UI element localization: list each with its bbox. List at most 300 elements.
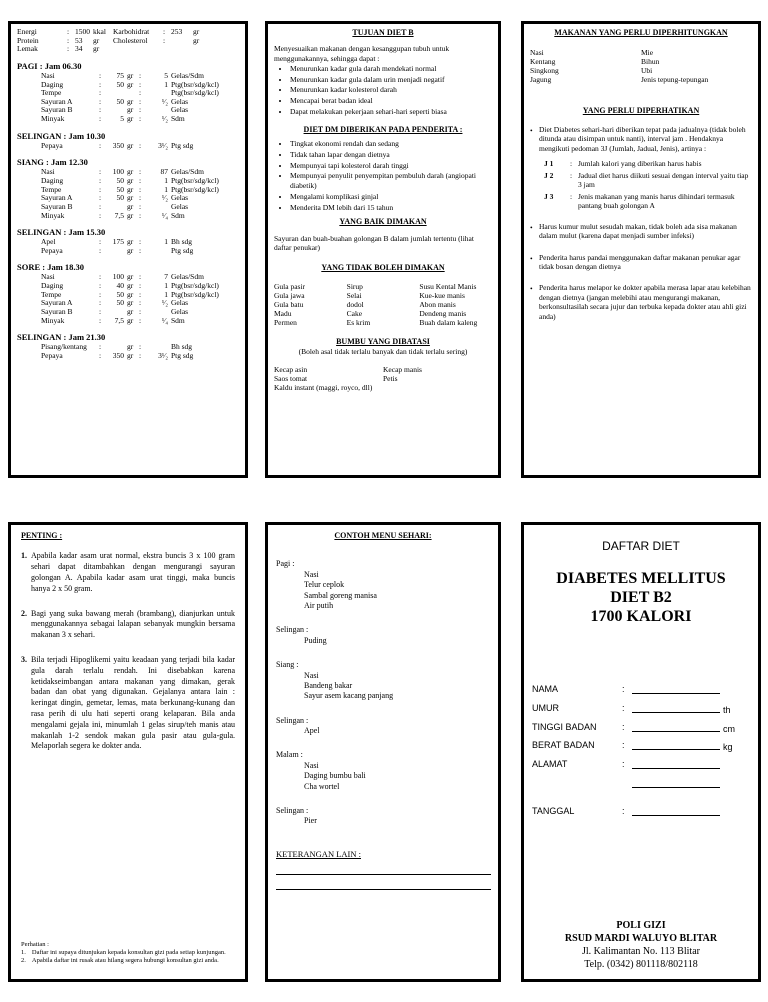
- menu-item: Daging bumbu bali: [304, 771, 366, 781]
- meal-cell: 1: [164, 237, 168, 247]
- meal-cell: 1: [164, 289, 168, 299]
- form-row-date: TANGGAL :: [532, 806, 750, 818]
- meal-cell: 50: [116, 193, 124, 203]
- meal-cell: :: [99, 298, 102, 308]
- summary-cell: :: [67, 44, 70, 54]
- swap-item: Singkong: [530, 66, 559, 76]
- form-row: [532, 703, 750, 717]
- meal-cell: ¹⁄₂: [161, 193, 168, 203]
- meal-cell: 7,5: [114, 315, 124, 325]
- meal-cell: :: [139, 70, 142, 80]
- meal-cell: Ptg(bsr/sdg/kcl): [171, 281, 219, 291]
- meal-schedule: [17, 61, 239, 361]
- food-item: Gula batu: [274, 299, 304, 309]
- summary-cell: gr: [193, 27, 200, 36]
- list-item: • Menurunkan kadar gula darah mendekati normal: [290, 64, 492, 74]
- meal-cell: 40: [116, 281, 124, 291]
- menu-label: Siang :: [276, 660, 299, 670]
- form-row-extra: [532, 778, 750, 788]
- indent: [17, 352, 41, 361]
- meal-cell: :: [99, 79, 102, 89]
- meal-cell: Gelas: [171, 105, 189, 115]
- meal-cell: Ptg(bsr/sdg/kcl): [171, 176, 219, 186]
- meal-cell: :: [139, 245, 142, 255]
- important-item: 3. Bila terjadi Hipoglikemi yaitu keadaan yang terjadi bila kadar gula darah terlalu rendah. Ini disebabkan karena ketidakseimbangan antara makanan yang dimakan, gerak badan dan obat yang digunakan. Gejalanya antara lain : keringat dingin, gemetar, lemas, mata berkunang-kunang dan rasa perih di ulu hati seperti orang kelaparan. Bila anda mengalami gejala ini, minumlah 1 gelas sirup/teh manis atau makanlah 1-2 sendok makan gula pasir atau gula-gula. Melaporlah segera ke dokter anda.: [21, 654, 235, 751]
- meal-plan-panel: [8, 21, 248, 478]
- meal-cell: :: [99, 210, 102, 220]
- summary-cell: gr: [93, 44, 100, 54]
- indent: [17, 343, 41, 352]
- meal-cell: :: [139, 79, 142, 89]
- summary-cell: Energi: [17, 27, 37, 36]
- meal-cell: Pepaya: [41, 140, 63, 150]
- meal-cell: 87: [160, 167, 168, 177]
- menu-section: [276, 625, 490, 646]
- good-text: Sayuran dan buah-buahan golongan B dalam jumlah tertentu (lihat daftar penukar): [274, 233, 474, 253]
- menu-section: [276, 750, 490, 792]
- meal-cell: Sdm: [171, 114, 185, 124]
- indent: [17, 142, 41, 151]
- list-item: • Menurunkan kadar gula dalam urin menjadi negatif: [290, 75, 492, 85]
- meal-cell: Gelas/Sdm: [171, 272, 204, 282]
- meal-cell: Sayuran B: [41, 201, 73, 211]
- 3j-cell: :: [570, 191, 573, 201]
- 3j-row: [544, 159, 752, 168]
- meal-cell: Minyak: [41, 114, 65, 124]
- meal-cell: gr: [127, 298, 134, 308]
- important-item: 2. Bagi yang suka bawang merah (brambang), dianjurkan untuk menggunakannya sebagai lalapan sebanyak mungkin bersama makanan 3 x sehari.: [21, 608, 235, 640]
- org-unit: POLI GIZI: [616, 920, 666, 931]
- colon: :: [622, 758, 625, 769]
- food-item: Dendeng manis: [419, 308, 467, 318]
- colon: :: [622, 721, 625, 732]
- indent: [17, 115, 41, 124]
- list-item: • Mengalami komplikasi ginjal: [290, 192, 492, 202]
- summary-cell: [193, 45, 203, 54]
- food-item: dodol: [346, 299, 364, 309]
- form-row: [532, 740, 750, 754]
- meal-cell: :: [139, 88, 142, 98]
- list-item: • Tingkat ekonomi rendah dan sedang: [290, 139, 492, 149]
- swap-item: Mie: [641, 48, 654, 58]
- meal-cell: gr: [127, 96, 134, 106]
- list-item: • Menurunkan kadar kolesterol darah: [290, 85, 492, 95]
- menu-item: Nasi: [304, 670, 319, 680]
- indent: [17, 282, 41, 291]
- meal-cell: :: [99, 193, 102, 203]
- summary-cell: [171, 37, 193, 46]
- diet-goals-panel: [265, 21, 501, 478]
- indent: [17, 273, 41, 282]
- meal-cell: gr: [127, 306, 134, 316]
- meal-cell: :: [139, 140, 142, 150]
- meal-cell: ¹⁄₄: [161, 210, 168, 220]
- spice-item: Kecap asin: [274, 364, 308, 374]
- meal-cell: Nasi: [41, 272, 55, 282]
- meal-title: SELINGAN : Jam 21.30: [17, 332, 106, 343]
- meal-cell: Tempe: [41, 184, 62, 194]
- meal-cell: Gelas: [171, 201, 189, 211]
- meal-cell: Bh sdg: [171, 237, 193, 247]
- meal-cell: :: [139, 184, 142, 194]
- meal-cell: :: [99, 184, 102, 194]
- indent: [17, 186, 41, 195]
- form-input[interactable]: [632, 703, 720, 713]
- meal-cell: Gelas/Sdm: [171, 70, 204, 80]
- nutrition-summary: [17, 28, 239, 54]
- form-row: [532, 684, 750, 698]
- menu-label: Pagi :: [276, 559, 295, 569]
- meal-cell: :: [139, 114, 142, 124]
- patient-form: [532, 684, 750, 787]
- meal-cell: gr: [127, 105, 134, 115]
- summary-cell: 1500: [75, 27, 90, 36]
- important-title: PENTING :: [21, 531, 63, 540]
- swap-title: MAKANAN YANG PERLU DIPERHITUNGKAN: [554, 28, 728, 37]
- meal-cell: :: [139, 289, 142, 299]
- meal-title: SELINGAN : Jam 15.30: [17, 227, 106, 238]
- list-item: • Mencapai berat badan ideal: [290, 96, 492, 106]
- list-item: • Mempunyai penyulit penyempitan pembuluh darah (angiopati diabetik): [290, 171, 492, 191]
- food-item: Selai: [346, 290, 362, 300]
- meal-cell: :: [99, 176, 102, 186]
- colon: :: [622, 702, 625, 713]
- colon: :: [622, 740, 625, 751]
- meal-cell: Sayuran B: [41, 105, 73, 115]
- meal-cell: Gelas: [171, 193, 189, 203]
- attention-item: • Penderita harus melapor ke dokter apabila merasa lapar atau kelebihan dengan dietnya (jangan melebihi atau mengurangi makanan, berkonsultasilah secara jujur dan terbuka kepada dokter atau ahli gizi anda): [530, 283, 751, 321]
- meal-block: [17, 262, 239, 325]
- date-input[interactable]: [632, 806, 720, 816]
- meal-cell: Sdm: [171, 210, 185, 220]
- meal-cell: 350: [112, 140, 124, 150]
- meal-cell: :: [139, 272, 142, 282]
- meal-title: PAGI : Jam 06.30: [17, 60, 82, 71]
- colon: :: [622, 684, 625, 695]
- meal-item: [17, 142, 239, 151]
- 3j-cell: :: [570, 158, 573, 168]
- form-label: UMUR: [532, 702, 559, 713]
- goals-title: TUJUAN DIET B: [352, 28, 414, 37]
- summary-cell: gr: [93, 35, 100, 45]
- meal-cell: :: [99, 237, 102, 247]
- meal-cell: gr: [127, 245, 134, 255]
- meal-title: SORE : Jam 18.30: [17, 262, 85, 273]
- swap-item: Kentang: [530, 57, 556, 67]
- 3j-row: [544, 171, 752, 189]
- meal-cell: Ptg(bsr/sdg/kcl): [171, 184, 219, 194]
- meal-cell: gr: [127, 350, 134, 360]
- meal-cell: Pisang/kentang: [41, 342, 87, 352]
- meal-cell: :: [99, 289, 102, 299]
- swap-table: [530, 48, 752, 84]
- meal-cell: :: [139, 193, 142, 203]
- meal-cell: 50: [116, 176, 124, 186]
- meal-cell: :: [139, 350, 142, 360]
- meal-cell: 50: [116, 289, 124, 299]
- food-item: Kue-kue manis: [419, 290, 465, 300]
- org-name: RSUD MARDI WALUYO BLITAR: [564, 933, 718, 944]
- form-input[interactable]: [632, 722, 720, 732]
- indent: [17, 299, 41, 308]
- list-item: • Mempunyai tapi kolesterol darah tinggi: [290, 161, 492, 171]
- menu-list: [276, 559, 490, 826]
- meal-cell: gr: [127, 140, 134, 150]
- meal-cell: gr: [127, 70, 134, 80]
- meal-item: [17, 352, 239, 361]
- meal-cell: :: [139, 281, 142, 291]
- note-line: [276, 889, 491, 890]
- meal-item: [17, 212, 239, 221]
- menu-item: Sambal goreng manisa: [304, 590, 377, 600]
- summary-cell: 53: [75, 35, 83, 45]
- meal-cell: :: [99, 96, 102, 106]
- meal-cell: Tempe: [41, 289, 62, 299]
- note-list: [21, 949, 235, 965]
- summary-cell: Protein: [17, 35, 39, 45]
- spice-item: Petis: [383, 373, 398, 383]
- meal-cell: gr: [127, 272, 134, 282]
- indent: [17, 98, 41, 107]
- menu-item: Sayur asem kacang panjang: [304, 691, 394, 701]
- form-label: ALAMAT: [532, 758, 568, 769]
- meal-cell: :: [99, 201, 102, 211]
- meal-cell: :: [139, 342, 142, 352]
- swap-item: Ubi: [641, 66, 653, 76]
- food-item: Madu: [274, 308, 292, 318]
- meal-cell: Sayuran A: [41, 96, 73, 106]
- meal-cell: Sayuran A: [41, 298, 73, 308]
- notes-label: KETERANGAN LAIN :: [276, 848, 361, 859]
- cover-panel: [521, 522, 761, 982]
- meal-cell: Pepaya: [41, 350, 63, 360]
- meal-cell: 3¹⁄₂: [158, 350, 168, 360]
- note-text: Daftar ini supaya ditunjukan kepada konsultan gizi pada setiap kunjungan.: [31, 948, 226, 956]
- meal-cell: Gelas: [171, 96, 189, 106]
- meal-cell: 1: [164, 281, 168, 291]
- meal-cell: Ptg sdg: [171, 140, 194, 150]
- meal-cell: :: [99, 350, 102, 360]
- menu-section: [276, 806, 490, 827]
- form-unit: th: [723, 704, 731, 715]
- cover-title-2: DIET B2: [610, 588, 672, 606]
- meal-cell: :: [139, 315, 142, 325]
- meal-cell: 1: [164, 79, 168, 89]
- swap-item: Jagung: [530, 75, 552, 85]
- cover-title-3: 1700 KALORI: [590, 607, 692, 625]
- menu-item: Puding: [304, 635, 327, 645]
- note-item: [21, 949, 235, 957]
- meal-cell: gr: [127, 193, 134, 203]
- menu-panel: [265, 522, 501, 982]
- meal-cell: Ptg(bsr/sdg/kcl): [171, 79, 219, 89]
- menu-section: [276, 559, 490, 611]
- indent: [17, 247, 41, 256]
- indent: [17, 177, 41, 186]
- notallowed-title: YANG TIDAK BOLEH DIMAKAN: [321, 263, 445, 273]
- indent: [17, 72, 41, 81]
- meal-cell: 350: [112, 350, 124, 360]
- form-input-wrap: [632, 684, 750, 698]
- food-item: Cake: [346, 308, 363, 318]
- indent: [17, 168, 41, 177]
- list-item: • Menderita DM lebih dari 15 tahun: [290, 203, 492, 213]
- 3j-list: [544, 159, 752, 210]
- meal-cell: Minyak: [41, 210, 65, 220]
- meal-cell: ¹⁄₂: [161, 114, 168, 124]
- meal-cell: Gelas/Sdm: [171, 167, 204, 177]
- summary-cell: Cholesterol: [113, 35, 148, 45]
- meal-cell: :: [99, 342, 102, 352]
- spices-table: [274, 365, 492, 392]
- meal-cell: :: [139, 298, 142, 308]
- menu-item: Nasi: [304, 569, 319, 579]
- meal-cell: 50: [116, 298, 124, 308]
- meal-cell: 1: [164, 176, 168, 186]
- meal-cell: gr: [127, 167, 134, 177]
- meal-cell: :: [99, 281, 102, 291]
- meal-cell: Gelas: [171, 306, 189, 316]
- menu-label: Malam :: [276, 750, 303, 760]
- attention-title: YANG PERLU DIPERHATIKAN: [582, 106, 700, 116]
- meal-cell: gr: [127, 342, 134, 352]
- meal-cell: 100: [112, 272, 124, 282]
- food-item: Sirup: [346, 281, 363, 291]
- menu-item: Cha wortel: [304, 781, 340, 791]
- meal-cell: :: [99, 167, 102, 177]
- indent: [17, 106, 41, 115]
- meal-cell: Gelas: [171, 298, 189, 308]
- meal-cell: 5: [164, 70, 168, 80]
- spice-item: Kecap manis: [383, 364, 422, 374]
- meal-cell: :: [99, 70, 102, 80]
- indent: [17, 317, 41, 326]
- summary-cell: :: [163, 27, 166, 36]
- 3j-cell: J 3: [544, 191, 554, 201]
- meal-cell: :: [99, 315, 102, 325]
- meal-cell: :: [99, 245, 102, 255]
- attention-item: • Harus kumur mulut sesudah makan, tidak boleh ada sisa makanan dalam mulut (karena dapat menjadi sumber infeksi): [530, 221, 737, 241]
- meal-cell: gr: [127, 315, 134, 325]
- summary-cell: :: [67, 27, 70, 36]
- meal-cell: [109, 106, 127, 115]
- blank: [622, 778, 632, 788]
- indent: [17, 194, 41, 203]
- 3j-cell: Jadual diet harus diikuti sesuai dengan interval yaitu tiap 3 jam: [578, 170, 749, 189]
- meal-cell: gr: [127, 201, 134, 211]
- meal-cell: [109, 247, 127, 256]
- 3j-cell: J 1: [544, 158, 554, 168]
- meal-cell: :: [139, 167, 142, 177]
- org-address: Jl. Kalimantan No. 113 Blitar: [582, 946, 700, 957]
- form-label: BERAT BADAN: [532, 740, 595, 751]
- meal-cell: gr: [127, 176, 134, 186]
- summary-cell: kkal: [93, 27, 106, 36]
- spice-item: [383, 383, 492, 392]
- spice-item: Kaldu instant (maggi, royco, dll): [274, 382, 373, 392]
- summary-cell: 34: [75, 44, 83, 54]
- meal-cell: :: [139, 306, 142, 316]
- note-text: Apabila daftar ini rusak atau hilang segera hubungi konsultan gizi anda.: [31, 956, 219, 964]
- meal-cell: 175: [112, 237, 124, 247]
- meal-cell: gr: [127, 281, 134, 291]
- form-label: TINGGI BADAN: [532, 721, 597, 732]
- menu-label: Selingan :: [276, 715, 309, 725]
- summary-cell: [113, 45, 163, 54]
- meal-cell: 50: [116, 96, 124, 106]
- form-input[interactable]: [632, 740, 720, 750]
- food-item: Gula jawa: [274, 290, 305, 300]
- meal-cell: ¹⁄₂: [161, 96, 168, 106]
- address-line-2[interactable]: [632, 778, 720, 788]
- spices-subtitle: (Boleh asal tidak terlalu banyak dan tidak terlalu sering): [298, 346, 468, 356]
- meal-cell: :: [139, 201, 142, 211]
- meal-cell: Ptg sdg: [171, 350, 194, 360]
- form-input-wrap: [632, 740, 750, 754]
- 3j-row: [544, 192, 752, 210]
- meal-cell: 5: [120, 114, 124, 124]
- form-input-wrap: [632, 759, 750, 773]
- meal-cell: gr: [127, 184, 134, 194]
- meal-block: [17, 157, 239, 220]
- meal-cell: gr: [127, 210, 134, 220]
- meal-cell: ¹⁄₂: [161, 298, 168, 308]
- 3j-cell: J 2: [544, 170, 554, 180]
- meal-cell: 1: [164, 184, 168, 194]
- indent: [17, 212, 41, 221]
- summary-cell: :: [67, 35, 70, 45]
- summary-cell: Karbohidrat: [113, 27, 150, 36]
- meal-cell: gr: [127, 114, 134, 124]
- cover-title-1: DIABETES MELLITUS: [556, 569, 726, 587]
- spice-item: Saos tomat: [274, 373, 308, 383]
- food-item: Es krim: [346, 317, 371, 327]
- meal-cell: Daging: [41, 79, 64, 89]
- cover-top: DAFTAR DIET: [602, 539, 680, 553]
- 3j-cell: Jumlah kalori yang diberikan harus habis: [578, 158, 702, 168]
- important-panel: [8, 522, 248, 982]
- menu-label: Selingan :: [276, 625, 309, 635]
- food-item: Susu Kental Manis: [419, 281, 477, 291]
- meal-cell: Pepaya: [41, 245, 63, 255]
- meal-cell: Nasi: [41, 167, 55, 177]
- menu-item: Air putih: [304, 600, 334, 610]
- swap-item: Nasi: [530, 48, 544, 58]
- summary-cell: [171, 45, 193, 54]
- form-input-wrap: [632, 703, 750, 717]
- meal-cell: 75: [116, 70, 124, 80]
- note-num: 1.: [21, 948, 26, 956]
- meal-cell: Ptg(bsr/sdg/kcl): [171, 289, 219, 299]
- summary-cell: :: [163, 35, 166, 45]
- summary-cell: 253: [171, 27, 183, 36]
- meal-cell: :: [99, 88, 102, 98]
- menu-item: Telur ceplok: [304, 580, 345, 590]
- indent: [17, 81, 41, 90]
- form-input[interactable]: [632, 684, 720, 694]
- form-input-wrap: [632, 722, 750, 736]
- summary-row: [17, 37, 239, 46]
- meal-cell: ¹⁄₄: [161, 315, 168, 325]
- form-input[interactable]: [632, 759, 720, 769]
- food-item: Gula pasir: [274, 281, 306, 291]
- menu-item: Apel: [304, 726, 320, 736]
- important-item: 1. Apabila kadar asam urat normal, ekstra buncis 3 x 100 gram sehari dapat ditambahkan dengan mengurangi sayuran golongan A. Apabila kadar asam urat tinggi, maka buncis hanya 2 x 50 gram.: [21, 551, 235, 593]
- meal-cell: 7,5: [114, 210, 124, 220]
- note-num: 2.: [21, 956, 26, 964]
- form-row: [532, 722, 750, 736]
- 3j-cell: Jenis makanan yang manis harus dihindari termasuk pantang buah golongan A: [578, 191, 735, 210]
